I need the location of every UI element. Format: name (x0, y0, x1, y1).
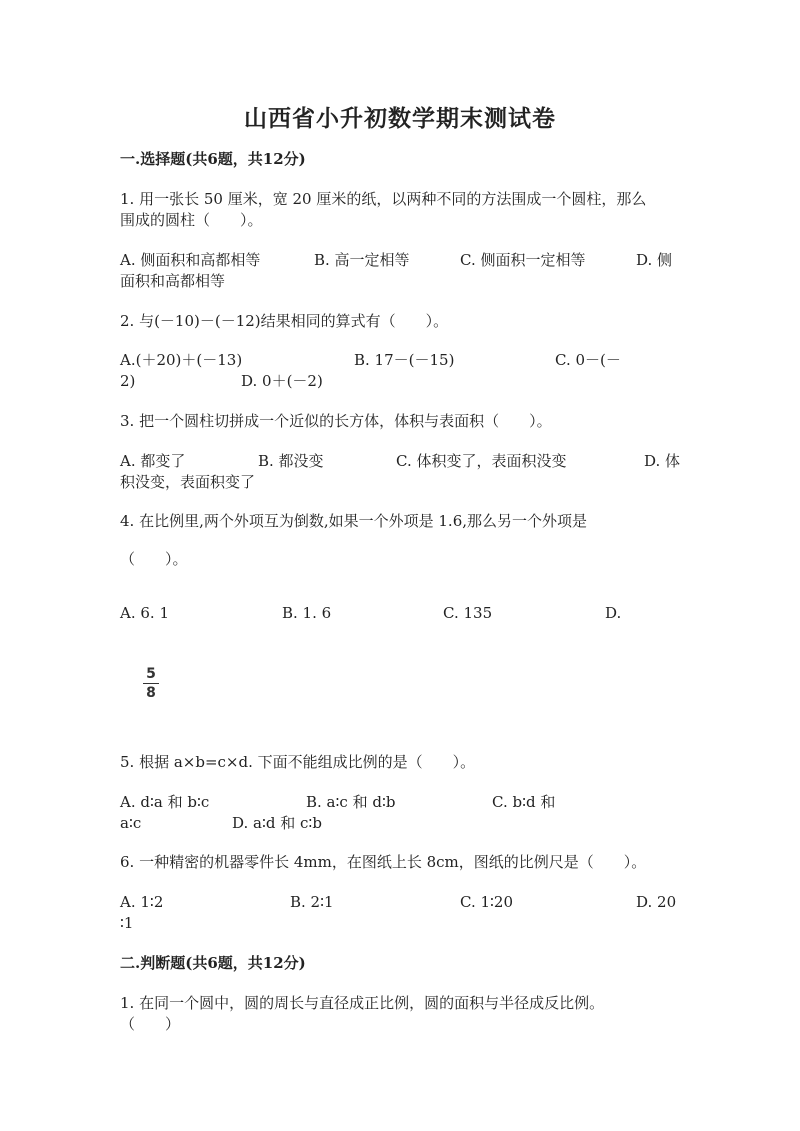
question-1-option-a: A. 侧面积和高都相等 (120, 251, 261, 269)
question-1-option-d: D. 侧 (636, 251, 673, 269)
question-6-option-d-continued: ∶1 (120, 914, 134, 932)
question-3-line-1: 3. 把一个圆柱切拼成一个近似的长方体，体积与表面积（ ）。 (120, 412, 552, 430)
question-2-option-a: A.(＋20)＋(－13) (120, 351, 243, 369)
question-1-option-d-continued: 面积和高都相等 (120, 272, 226, 290)
question-2-option-c-continued: 2) (120, 372, 136, 390)
question-4-option-a: A. 6. 1 (120, 604, 169, 622)
section-heading-judgement: 二.判断题(共6题，共12分) (120, 954, 306, 972)
question-4-option-c: C. 135 (443, 604, 493, 622)
question-5-line-1: 5. 根据 a×b=c×d. 下面不能组成比例的是（ ）。 (120, 753, 476, 771)
question-3-option-d: D. 体 (644, 452, 681, 470)
fraction-numerator: 5 (146, 666, 156, 682)
question-6-option-d: D. 20 (636, 893, 677, 911)
question-4-option-d: D. (605, 604, 622, 622)
question-5-option-b: B. a∶c 和 d∶b (306, 793, 396, 811)
question-2-option-d: D. 0＋(－2) (241, 372, 323, 390)
question-6-option-a: A. 1∶2 (120, 893, 164, 911)
question-5-option-d: D. a∶d 和 c∶b (232, 814, 322, 832)
question-2-option-c: C. 0－(－ (555, 351, 621, 369)
question-1-option-c: C. 侧面积一定相等 (460, 251, 586, 269)
question-6-option-b: B. 2∶1 (290, 893, 334, 911)
question-4-option-d-fraction (143, 666, 159, 701)
fraction-bar (143, 683, 159, 684)
page-title: 山西省小升初数学期末测试卷 (244, 105, 556, 132)
question-4-line-2: （ ）。 (120, 550, 188, 568)
section-heading-choice: 一.选择题(共6题，共12分) (120, 150, 306, 168)
judgement-1-line-1: 1. 在同一个圆中，圆的周长与直径成正比例，圆的面积与半径成反比例。 (120, 994, 605, 1012)
question-6-option-c: C. 1∶20 (460, 893, 514, 911)
question-6-line-1: 6. 一种精密的机器零件长 4mm，在图纸上长 8cm，图纸的比例尺是（ ）。 (120, 853, 647, 871)
fraction-denominator: 8 (146, 685, 156, 701)
question-1-line-2: 围成的圆柱（ ）。 (120, 211, 263, 229)
question-1-line-1: 1. 用一张长 50 厘米，宽 20 厘米的纸，以两种不同的方法围成一个圆柱，那么 (120, 190, 647, 208)
question-4-option-b: B. 1. 6 (282, 604, 332, 622)
judgement-1-line-2: （ ） (120, 1015, 181, 1033)
question-1-option-b: B. 高一定相等 (314, 251, 410, 269)
question-5-option-c-continued: a∶c (120, 814, 142, 832)
question-3-option-d-continued: 积没变，表面积变了 (120, 473, 256, 491)
question-5-option-c: C. b∶d 和 (492, 793, 556, 811)
question-4-line-1: 4. 在比例里,两个外项互为倒数,如果一个外项是 1.6,那么另一个外项是 (120, 512, 588, 530)
question-5-option-a: A. d∶a 和 b∶c (120, 793, 210, 811)
question-2-option-b: B. 17－(－15) (354, 351, 455, 369)
question-2-line-1: 2. 与(－10)－(－12)结果相同的算式有（ ）。 (120, 312, 449, 330)
question-3-option-b: B. 都没变 (258, 452, 324, 470)
question-3-option-a: A. 都变了 (120, 452, 186, 470)
question-3-option-c: C. 体积变了，表面积没变 (396, 452, 567, 470)
